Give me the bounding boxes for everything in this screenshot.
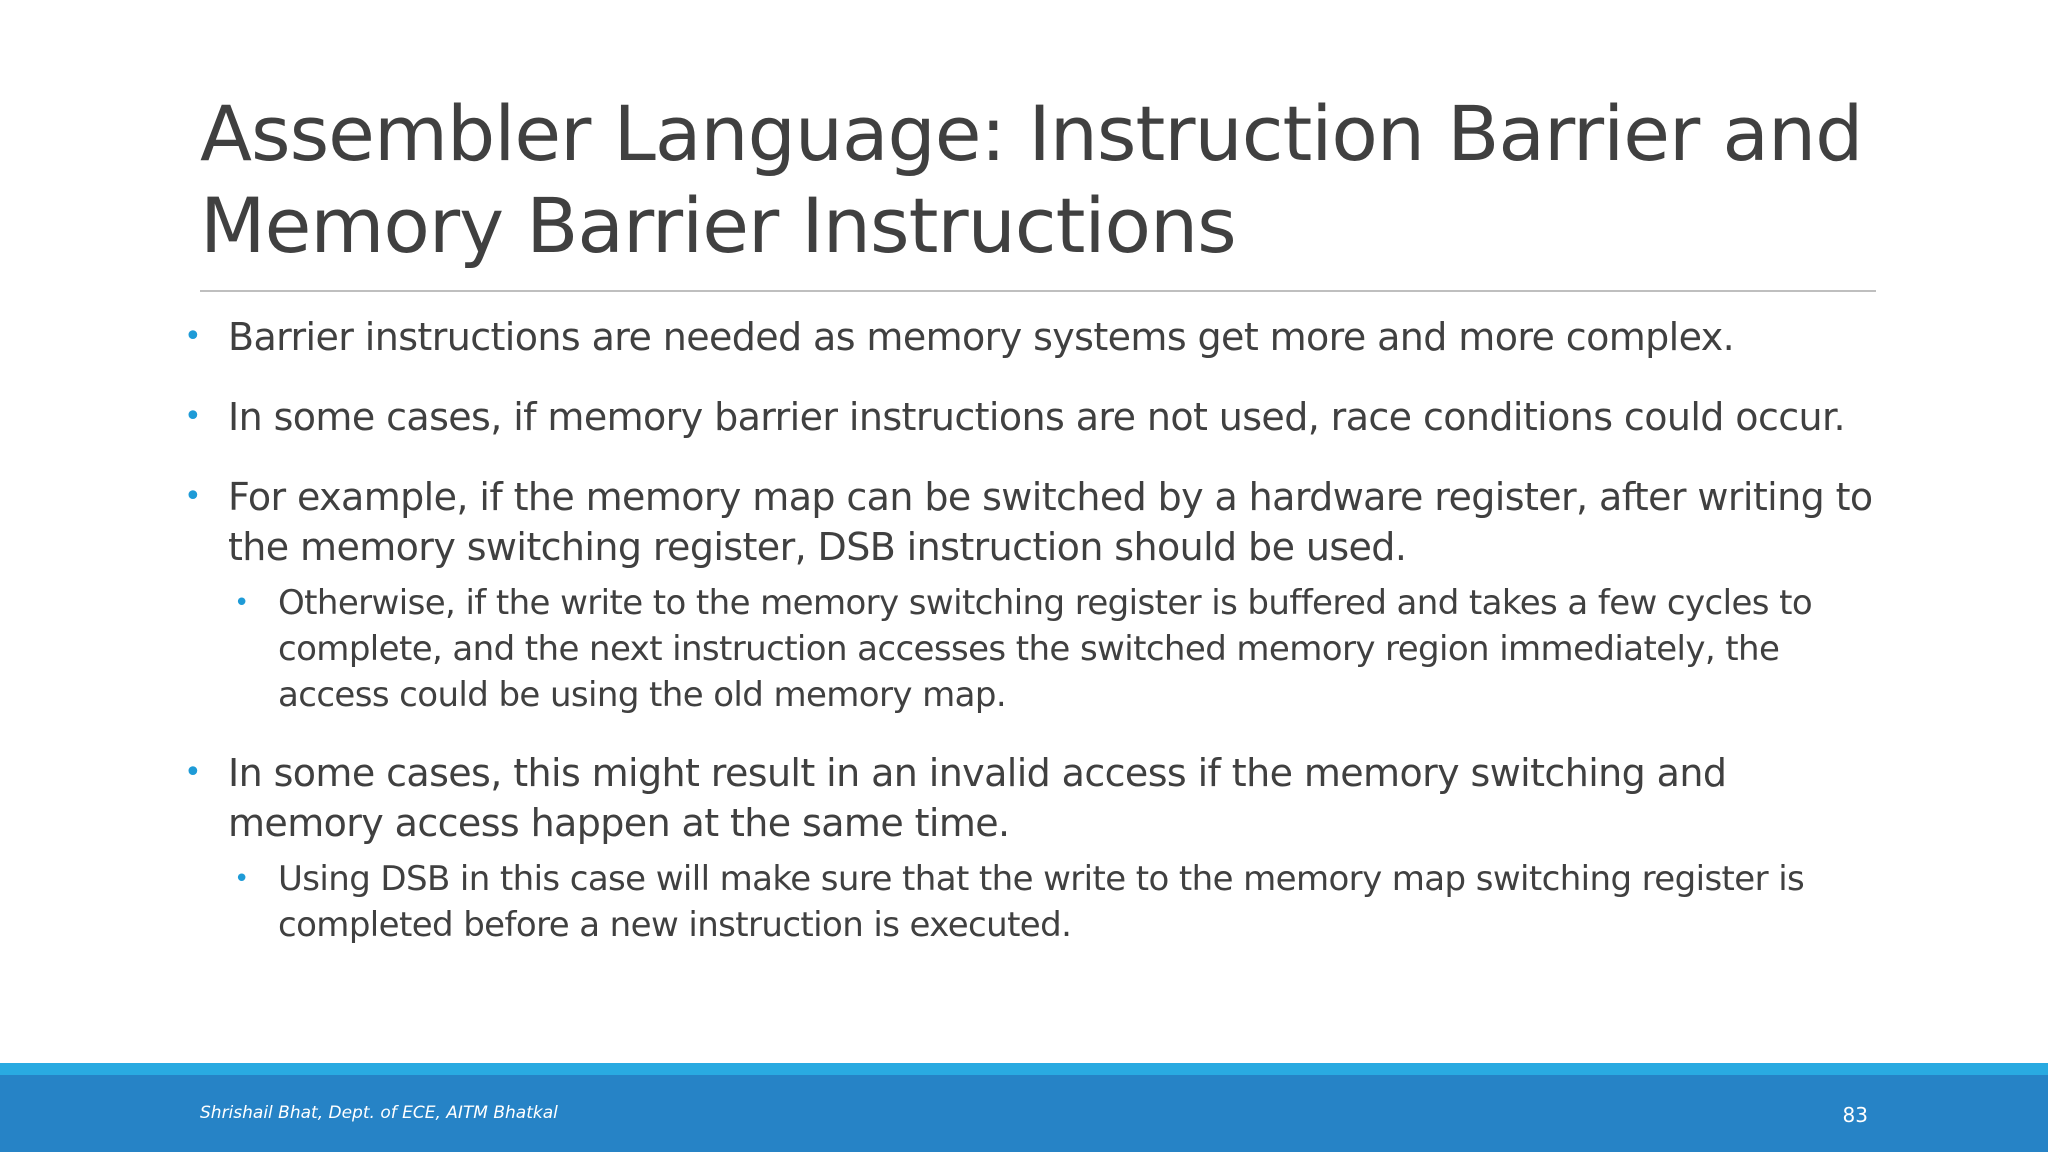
bullet-text: In some cases, if memory barrier instructions are not used, race conditions could occur.: [228, 395, 1846, 439]
title-line-2: Memory Barrier Instructions: [200, 181, 1236, 270]
bullet-icon: •: [184, 399, 202, 434]
sub-bullet-item: [228, 856, 1878, 948]
bullet-icon: •: [184, 319, 202, 354]
footer-bar: [0, 1075, 2048, 1152]
bullet-group: [178, 748, 1878, 948]
bullet-item: [178, 748, 1878, 848]
bullet-item: [178, 392, 1878, 442]
sub-bullet-text: Using DSB in this case will make sure that the write to the memory map switching register is completed before a new instruction is executed.: [278, 859, 1805, 945]
bullet-text: In some cases, this might result in an invalid access if the memory switching and memory access happen at the same time.: [228, 751, 1727, 845]
title-line-1: Assembler Language: Instruction Barrier and: [200, 89, 1863, 178]
bullet-text: For example, if the memory map can be switched by a hardware register, after writing to the memory switching register, DSB instruction should be used.: [228, 475, 1873, 569]
bullet-item: [178, 312, 1878, 362]
bullet-text: Barrier instructions are needed as memory systems get more and more complex.: [228, 315, 1735, 359]
title-divider: [200, 290, 1876, 292]
footer-author: Shrishail Bhat, Dept. of ECE, AITM Bhatkal: [200, 1103, 558, 1123]
bullet-icon: •: [184, 755, 202, 790]
bullet-group: [178, 472, 1878, 718]
slide-content: [178, 312, 1878, 978]
slide-title: [200, 88, 1880, 272]
bullet-icon: •: [184, 479, 202, 514]
sub-bullet-icon: •: [234, 588, 249, 618]
bullet-item: [178, 472, 1878, 572]
footer-accent-stripe: [0, 1063, 2048, 1075]
sub-bullet-text: Otherwise, if the write to the memory switching register is buffered and takes a few cycles to complete, and the next instruction accesses the switched memory region immediately, the access could be using the old memory map.: [278, 583, 1813, 715]
page-number: 83: [1842, 1103, 1868, 1127]
sub-bullet-icon: •: [234, 864, 249, 894]
sub-bullet-item: [228, 580, 1878, 718]
